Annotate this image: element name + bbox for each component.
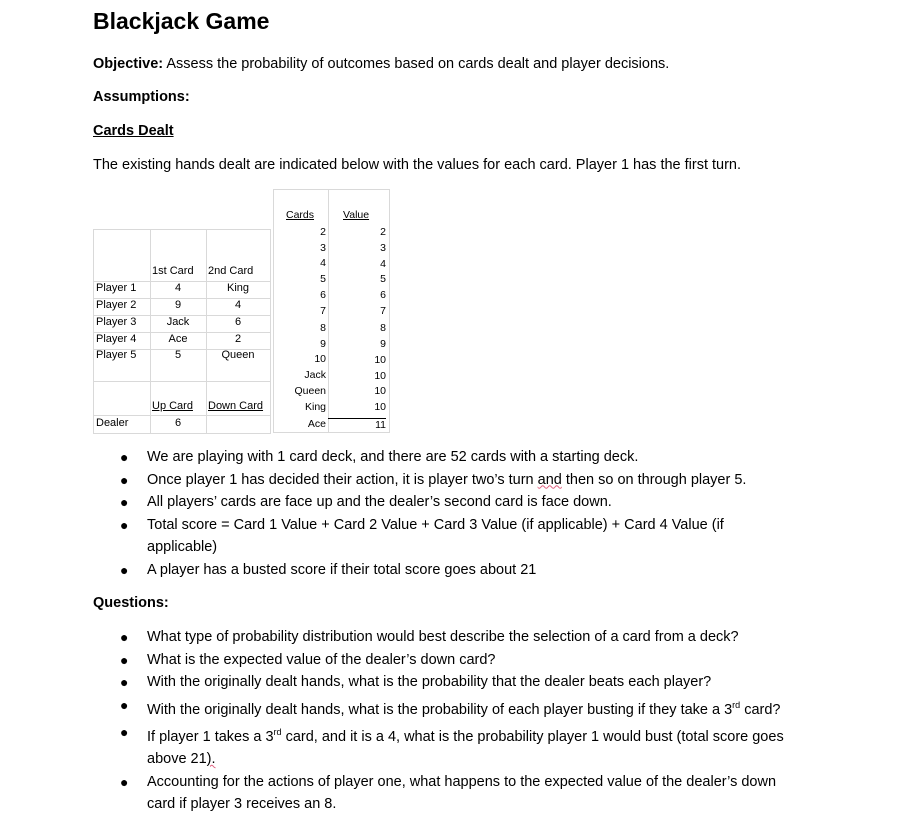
card-name: King [304,401,326,413]
bullet-text: With the originally dealt hands, what is the probability that the dealer beats each player? [147,674,712,690]
card-name: 4 [320,257,326,269]
card-value: 11 [328,418,386,431]
card-name: Ace [307,418,326,430]
bullet-dot: ● [120,651,129,668]
list-item [0,649,787,672]
bullet-dot: ● [120,516,129,533]
bullet-text: What type of probability distribution would best describe the selection of a card from a deck? [147,629,739,645]
card-name: 5 [320,273,326,285]
card-name: 10 [314,353,326,365]
list-item [0,626,787,649]
bullet-dot: ● [120,561,129,578]
bullet-text: card? [740,701,781,718]
bullet-text: then so on through player 5. [561,471,747,488]
list-item [0,671,787,694]
card-value: 2 [380,226,386,238]
player-card-1: Jack [166,316,190,328]
header-value: Value [343,209,370,221]
card-name: 8 [320,322,326,334]
player-card-2: 4 [234,299,242,311]
card-value: 10 [374,370,386,382]
player-card-1: 4 [174,282,182,294]
superscript: rd [273,726,282,737]
card-value: 3 [380,242,386,254]
player-name: Player 2 [96,299,137,311]
dealer-up-card: 6 [174,417,182,429]
bullet-text: If player 1 takes a 3 [147,728,274,745]
bullet-text: Total score = Card 1 Value + Card 2 Value + Card 3 Value (if applicable) + Card 4 Value (if applicable) [147,516,724,555]
spellcheck-word: and [537,471,562,488]
bullet-dot: ● [120,494,129,510]
bullet-text: With the originally dealt hands, what is the probability of each player busting if they take a 3 [147,701,733,718]
card-values-table [273,189,390,433]
player-name: Player 1 [96,282,137,294]
list-item [0,771,787,816]
card-value: 10 [374,385,386,397]
list-item [0,446,787,469]
card-value: 5 [380,273,386,285]
list-item [0,491,787,514]
page-title: Blackjack Game [93,8,270,34]
bullet-dot: ● [120,674,129,690]
spellcheck-word: ). [206,751,216,768]
list-item [0,514,787,559]
player-name: Player 4 [96,333,137,345]
objective-text: Assess the probability of outcomes based on cards dealt and player decisions. [163,56,670,72]
bullet-dot: ● [120,773,129,790]
card-value: 4 [380,258,386,270]
list-item [0,559,787,582]
player-card-2: 6 [234,316,242,328]
header-2nd-card: 2nd Card [208,265,254,277]
bullet-dot: ● [120,471,129,488]
questions-list [0,626,787,816]
objective-line [93,56,669,72]
player-name: Player 3 [96,316,137,328]
card-name: 6 [320,289,326,301]
bullet-text: Once player 1 has decided their action, it is player two’s turn [147,471,538,488]
cards-dealt-heading: Cards Dealt [93,123,174,139]
card-value: 9 [380,338,386,350]
header-cards: Cards [286,209,315,221]
card-value: 7 [380,305,386,317]
list-item [0,721,787,771]
players-table [93,229,271,434]
dealer-name: Dealer [96,417,129,429]
card-value: 8 [380,322,386,334]
card-name: Queen [294,385,326,397]
player-card-2: King [226,282,250,294]
card-value: 10 [374,401,386,413]
list-item [0,694,787,721]
card-value: 6 [380,289,386,301]
bullet-text: A player has a busted score if their total score goes about 21 [147,561,537,578]
player-card-1: Ace [168,333,188,345]
header-down-card: Down Card [208,400,264,412]
card-name: 2 [320,226,326,238]
assumptions-list [0,446,787,581]
bullet-text: card, and it is a 4, what is the probability player 1 would bust (total score goes above 21 [147,728,784,768]
bullet-text: We are playing with 1 card deck, and there are 52 cards with a starting deck. [147,449,639,465]
header-up-card: Up Card [152,400,193,412]
bullet-dot: ● [120,723,129,740]
header-1st-card: 1st Card [152,265,194,277]
bullet-text: What is the expected value of the dealer’s down card? [147,651,496,668]
table-divider [94,415,270,416]
bullet-dot: ● [120,696,129,713]
card-value: 10 [374,354,386,366]
questions-heading: Questions: [93,595,169,611]
assumptions-heading: Assumptions: [93,89,190,105]
player-card-2: Queen [221,349,255,361]
card-name: 9 [320,338,326,350]
table-divider [94,381,270,382]
objective-label: Objective: [93,56,164,72]
list-item [0,469,787,492]
player-card-2: 2 [234,333,242,345]
intro-text: The existing hands dealt are indicated below with the values for each card. Player 1 has the first turn. [93,157,742,173]
card-name: 7 [320,305,326,317]
player-name: Player 5 [96,349,137,361]
bullet-dot: ● [120,449,129,465]
card-name: 3 [320,242,326,254]
superscript: rd [732,699,741,710]
player-card-1: 5 [174,349,182,361]
bullet-dot: ● [120,629,129,645]
bullet-text: Accounting for the actions of player one, what happens to the expected value of the dealer’s down card if player 3 receives an 8. [147,773,777,813]
player-card-1: 9 [174,299,182,311]
card-name: Jack [304,369,326,381]
bullet-text: All players’ cards are face up and the dealer’s second card is face down. [147,494,612,510]
